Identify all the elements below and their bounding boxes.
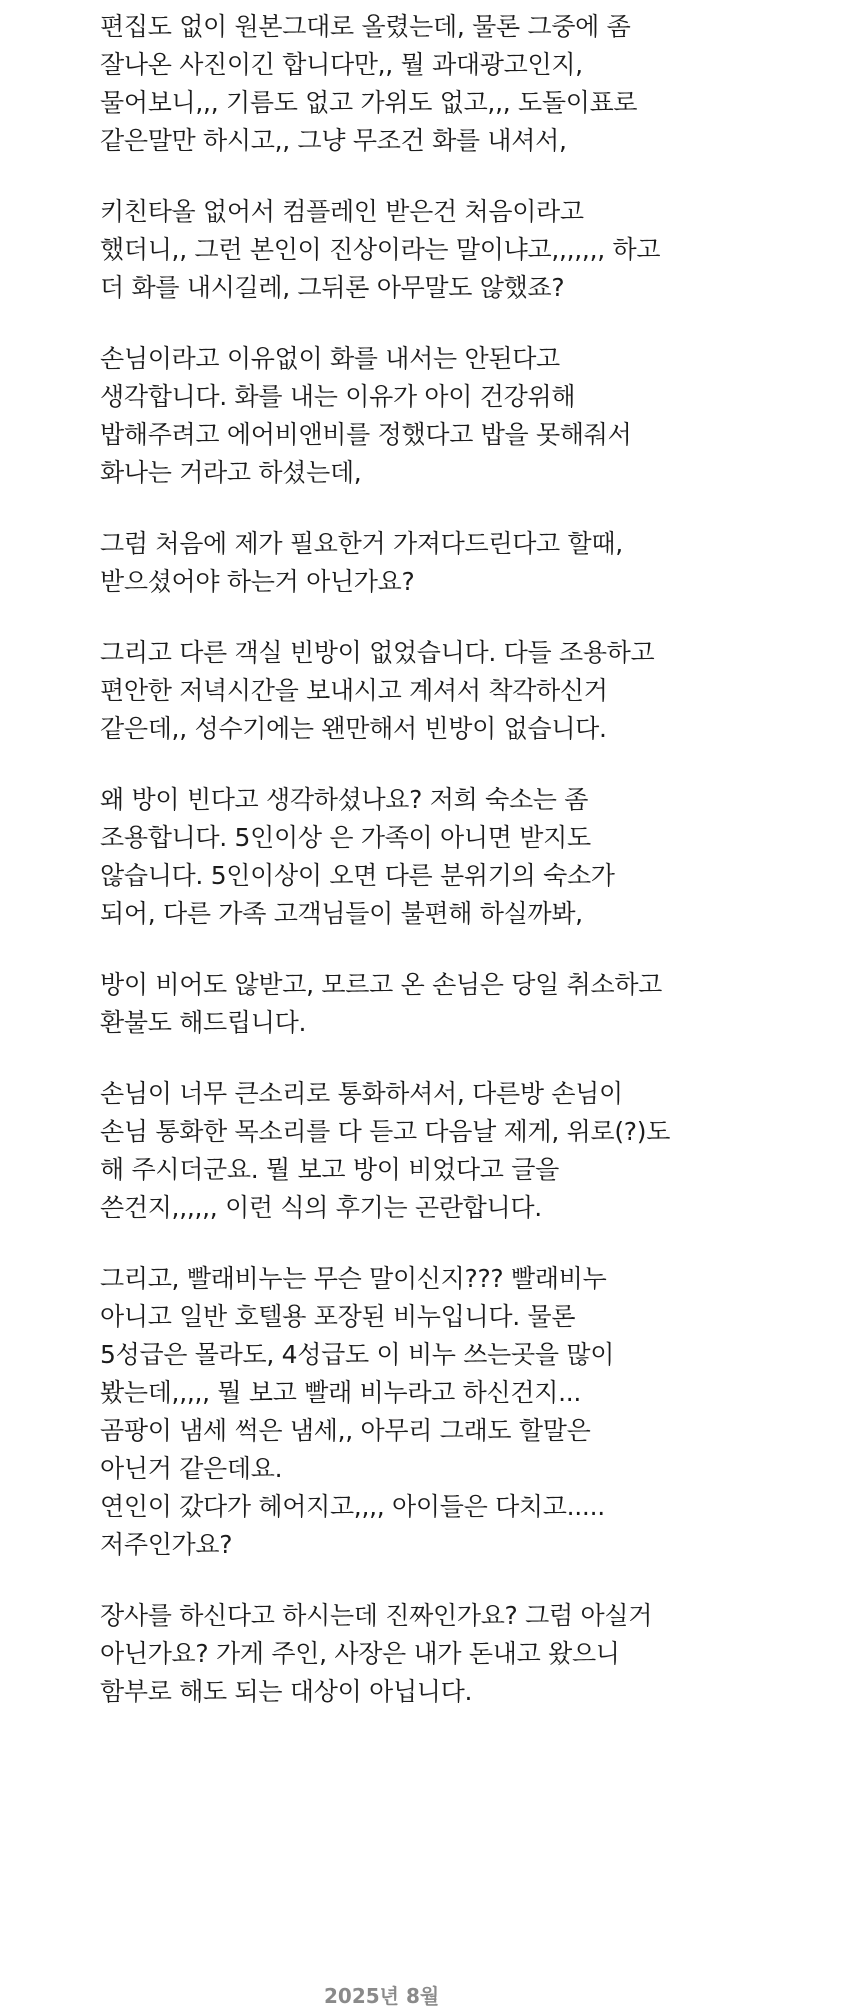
reply-date: 2025년 8월 xyxy=(324,1984,440,2008)
reply-line: 함부로 해도 되는 대상이 아닙니다. xyxy=(100,1677,473,1706)
reply-line: 잘나온 사진이긴 합니다만,, 뭘 과대광고인지, xyxy=(100,50,583,79)
reply-line: 편집도 없이 원본그대로 올렸는데, 물론 그중에 좀 xyxy=(100,12,631,41)
reply-line: 밥해주려고 에어비앤비를 정했다고 밥을 못해줘서 xyxy=(100,420,632,449)
reply-line: 해 주시더군요. 뭘 보고 방이 비었다고 글을 xyxy=(100,1155,559,1184)
reply-line: 5성급은 몰라도, 4성급도 이 비누 쓰는곳을 많이 xyxy=(100,1340,615,1369)
reply-line: 손님이라고 이유없이 화를 내서는 안된다고 xyxy=(100,344,560,373)
reply-line: 더 화를 내시길레, 그뒤론 아무말도 않했죠? xyxy=(100,273,565,302)
reply-line: 환불도 해드립니다. xyxy=(100,1008,307,1037)
reply-line: 키친타올 없어서 컴플레인 받은건 처음이라고 xyxy=(100,197,584,226)
reply-line: 아닌거 같은데요. xyxy=(100,1454,283,1483)
reply-line: 곰팡이 냄세 썩은 냄세,, 아무리 그래도 할말은 xyxy=(100,1416,591,1445)
reply-line: 편안한 저녁시간을 보내시고 계셔서 착각하신거 xyxy=(100,676,608,705)
reply-line: 장사를 하신다고 하시는데 진짜인가요? 그럼 아실거 xyxy=(100,1601,653,1630)
reply-line: 아니고 일반 호텔용 포장된 비누입니다. 물론 xyxy=(100,1302,576,1331)
reply-line: 방이 비어도 않받고, 모르고 온 손님은 당일 취소하고 xyxy=(100,970,663,999)
reply-paragraph xyxy=(100,340,800,492)
reply-line: 받으셨어야 하는거 아닌가요? xyxy=(100,567,415,596)
reply-paragraph xyxy=(100,525,800,601)
reply-line: 않습니다. 5인이상이 오면 다른 분위기의 숙소가 xyxy=(100,861,615,890)
reply-line: 되어, 다른 가족 고객님들이 불편해 하실까봐, xyxy=(100,899,583,928)
reply-line: 조용합니다. 5인이상 은 가족이 아니면 받지도 xyxy=(100,823,591,852)
reply-line: 봤는데,,,,, 뭘 보고 빨래 비누라고 하신건지... xyxy=(100,1378,582,1407)
reply-line: 그럼 처음에 제가 필요한거 가져다드린다고 할때, xyxy=(100,529,623,558)
reply-paragraph xyxy=(100,8,800,160)
reply-line: 쓴건지,,,,,, 이런 식의 후기는 곤란합니다. xyxy=(100,1193,542,1222)
reply-line: 손님이 너무 큰소리로 통화하셔서, 다른방 손님이 xyxy=(100,1079,623,1108)
reply-line: 저주인가요? xyxy=(100,1530,233,1559)
reply-line: 물어보니,,, 기름도 없고 가위도 없고,,, 도돌이표로 xyxy=(100,88,638,117)
reply-line: 아닌가요? 가게 주인, 사장은 내가 돈내고 왔으니 xyxy=(100,1639,620,1668)
reply-line: 그리고, 빨래비누는 무슨 말이신지??? 빨래비누 xyxy=(100,1264,607,1293)
reply-line: 화나는 거라고 하셨는데, xyxy=(100,458,362,487)
reply-paragraph xyxy=(100,634,800,748)
reply-line: 왜 방이 빈다고 생각하셨나요? 저희 숙소는 좀 xyxy=(100,785,589,814)
reply-paragraph xyxy=(100,966,800,1042)
reply-line: 손님 통화한 목소리를 다 듣고 다음날 제게, 위로(?)도 xyxy=(100,1117,671,1146)
reply-line: 같은말만 하시고,, 그냥 무조건 화를 내셔서, xyxy=(100,126,567,155)
reply-line: 생각합니다. 화를 내는 이유가 아이 건강위해 xyxy=(100,382,576,411)
reply-paragraph xyxy=(100,193,800,307)
reply-text xyxy=(100,8,800,1744)
reply-paragraph xyxy=(100,1597,800,1711)
reply-paragraph xyxy=(100,1075,800,1227)
reply-line: 같은데,, 성수기에는 왠만해서 빈방이 없습니다. xyxy=(100,714,607,743)
reply-line: 그리고 다른 객실 빈방이 없었습니다. 다들 조용하고 xyxy=(100,638,655,667)
reply-line: 했더니,, 그런 본인이 진상이라는 말이냐고,,,,,,, 하고 xyxy=(100,235,661,264)
reply-paragraph xyxy=(100,1260,800,1564)
reply-paragraph xyxy=(100,781,800,933)
reply-line: 연인이 갔다가 헤어지고,,,, 아이들은 다치고..... xyxy=(100,1492,605,1521)
